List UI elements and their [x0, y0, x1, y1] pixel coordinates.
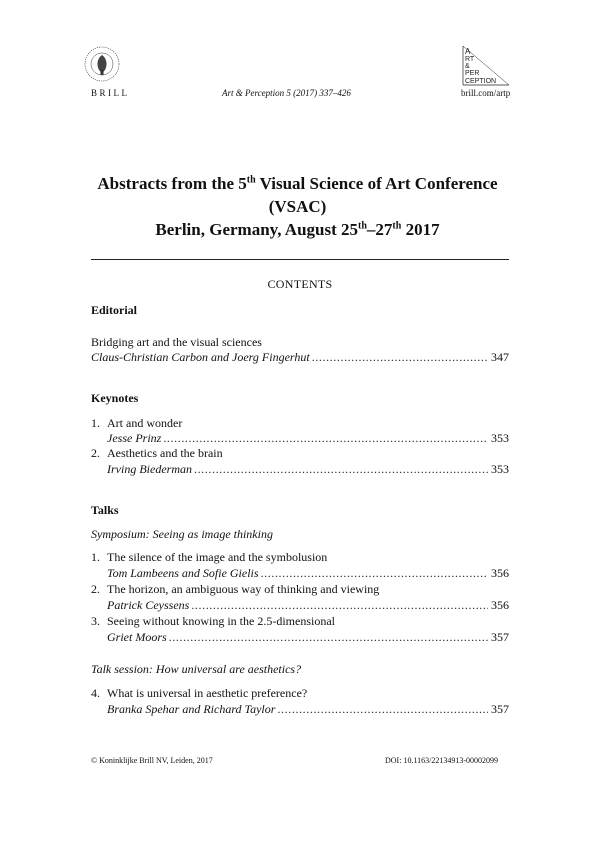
svg-text:RT: RT — [465, 56, 475, 63]
page-number: 356 — [491, 598, 509, 612]
copyright-notice: © Koninklijke Brill NV, Leiden, 2017 — [91, 756, 213, 765]
svg-text:&: & — [465, 63, 470, 70]
symposium-heading: Symposium: Seeing as image thinking — [91, 527, 273, 541]
svg-text:A: A — [465, 47, 471, 56]
toc-entry-authors: Griet Moors ..... 357 — [107, 630, 509, 644]
article-title-line-3: Berlin, Germany, August 25th–27th 2017 — [155, 220, 440, 239]
toc-entry-title: 2. The horizon, an ambiguous way of thinking and viewing — [91, 582, 380, 596]
toc-entry-title: 1. The silence of the image and the symbolusion — [91, 550, 328, 564]
session-heading: Talk session: How universal are aesthetics? — [91, 662, 302, 676]
doi: DOI: 10.1163/22134913-00002099 — [385, 756, 499, 765]
toc-entry-title: 3. Seeing without knowing in the 2.5-dimensional — [91, 614, 335, 628]
publisher-name: BRILL — [91, 88, 130, 98]
journal-reference: Art & Perception 5 (2017) 337–426 — [222, 88, 351, 98]
title-divider — [91, 259, 509, 260]
page-number: 356 — [491, 566, 509, 580]
toc-entry-authors: Claus-Christian Carbon and Joerg Fingerhut ..... 347 — [91, 350, 509, 364]
page-number: 347 — [491, 350, 509, 364]
toc-entry-title: Bridging art and the visual sciences — [91, 335, 262, 349]
art-perception-logo-icon — [461, 44, 511, 88]
toc-entry-authors: Tom Lambeens and Sofie Gielis ..... 356 — [107, 566, 509, 580]
toc-entry-authors: Jesse Prinz ..... 353 — [107, 431, 509, 445]
page-number: 357 — [491, 702, 509, 716]
contents-heading: CONTENTS — [267, 277, 333, 291]
section-heading-editorial: Editorial — [91, 303, 138, 317]
toc-entry-title: 2. Aesthetics and the brain — [91, 446, 223, 460]
toc-entry-authors: Irving Biederman ..... 353 — [107, 462, 509, 476]
toc-entry-authors: Branka Spehar and Richard Taylor ..... 357 — [107, 702, 509, 716]
article-title-line-2: (VSAC) — [268, 197, 327, 216]
svg-text:CEPTION: CEPTION — [465, 78, 497, 85]
journal-website: brill.com/artp — [461, 88, 511, 98]
article-title-line-1: Abstracts from the 5th Visual Science of Art Conference — [97, 174, 498, 193]
section-heading-talks: Talks — [91, 503, 119, 517]
svg-text:PER: PER — [465, 70, 480, 77]
toc-entry-title: 1. Art and wonder — [91, 416, 183, 430]
brill-seal-icon — [82, 44, 122, 84]
section-heading-keynotes: Keynotes — [91, 391, 139, 405]
page-number: 357 — [491, 630, 509, 644]
toc-entry-authors: Patrick Ceyssens ..... 356 — [107, 598, 509, 612]
toc-entry-title: 4. What is universal in aesthetic preference? — [91, 686, 308, 700]
page-number: 353 — [491, 431, 509, 445]
page-number: 353 — [491, 462, 509, 476]
